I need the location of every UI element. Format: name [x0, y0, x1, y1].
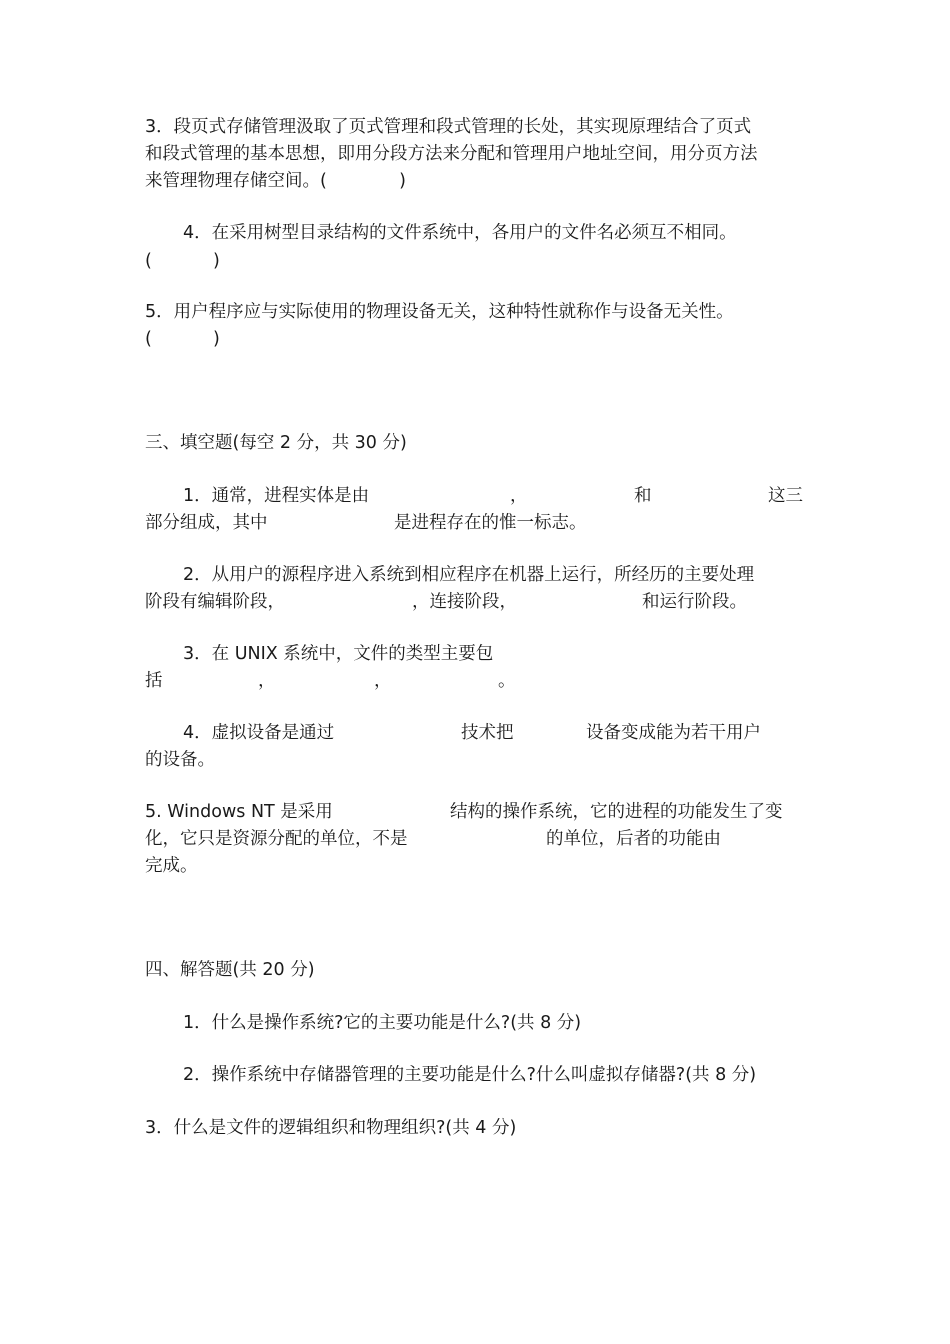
fill-q1-line1-d: 这三 — [768, 486, 803, 506]
answer-section-title: 四、解答题(共 20 分) — [145, 960, 315, 980]
fill-q1-line1-b: ， — [510, 486, 528, 506]
fill-q5-line1-a: 5. Windows NT 是采用 — [145, 802, 333, 822]
fill-q1-line2-a: 部分组成，其中 — [145, 513, 268, 533]
fill-q2-line2-a: 阶段有编辑阶段， — [145, 592, 285, 612]
tf-q3-line3: 来管理物理存储空间。( ) — [145, 171, 406, 191]
tf-q3-line1: 3．段页式存储管理汲取了页式管理和段式管理的长处，其实现原理结合了页式 — [145, 117, 752, 137]
fill-section-title: 三、填空题(每空 2 分，共 30 分) — [145, 433, 407, 453]
fill-q3-line2-a: 括 — [145, 671, 163, 691]
fill-q1-line1-a: 1．通常，进程实体是由 — [183, 486, 370, 506]
fill-q4-line2: 的设备。 — [145, 750, 215, 770]
fill-q5-line1-b: 结构的操作系统，它的进程的功能发生了变 — [450, 802, 783, 822]
fill-q2-line1: 2．从用户的源程序进入系统到相应程序在机器上运行，所经历的主要处理 — [183, 565, 755, 585]
tf-q3-line2: 和段式管理的基本思想，即用分段方法来分配和管理用户地址空间，用分页方法 — [145, 144, 758, 164]
fill-q3-line2-c: ， — [374, 671, 392, 691]
fill-q4-line1-a: 4．虚拟设备是通过 — [183, 723, 335, 743]
answer-q3: 3．什么是文件的逻辑组织和物理组织?(共 4 分) — [145, 1118, 517, 1138]
fill-q5-line2-b: 的单位，后者的功能由 — [546, 829, 721, 849]
tf-q4-line1: 4．在采用树型目录结构的文件系统中，各用户的文件名必须互不相同。 — [183, 223, 737, 243]
fill-q5-line3: 完成。 — [145, 856, 198, 876]
fill-q1-line2-b: 是进程存在的惟一标志。 — [394, 513, 587, 533]
tf-q5-line1: 5．用户程序应与实际使用的物理设备无关，这种特性就称作与设备无关性。 — [145, 302, 734, 322]
fill-q3-line2-d: 。 — [498, 671, 516, 691]
tf-q5-line2: ( ) — [145, 329, 220, 349]
fill-q2-line2-b: ，连接阶段， — [412, 592, 517, 612]
tf-q4-line2: ( ) — [145, 251, 220, 271]
fill-q5-line2-a: 化，它只是资源分配的单位，不是 — [145, 829, 408, 849]
fill-q1-line1-c: 和 — [634, 486, 652, 506]
fill-q4-line1-b: 技术把 — [461, 723, 514, 743]
answer-q2: 2．操作系统中存储器管理的主要功能是什么?什么叫虚拟存储器?(共 8 分) — [183, 1065, 757, 1085]
fill-q3-line1: 3．在 UNIX 系统中，文件的类型主要包 — [183, 644, 494, 664]
answer-q1: 1．什么是操作系统?它的主要功能是什么?(共 8 分) — [183, 1013, 582, 1033]
fill-q3-line2-b: ， — [258, 671, 276, 691]
fill-q2-line2-c: 和运行阶段。 — [642, 592, 747, 612]
fill-q4-line1-c: 设备变成能为若干用户 — [586, 723, 761, 743]
